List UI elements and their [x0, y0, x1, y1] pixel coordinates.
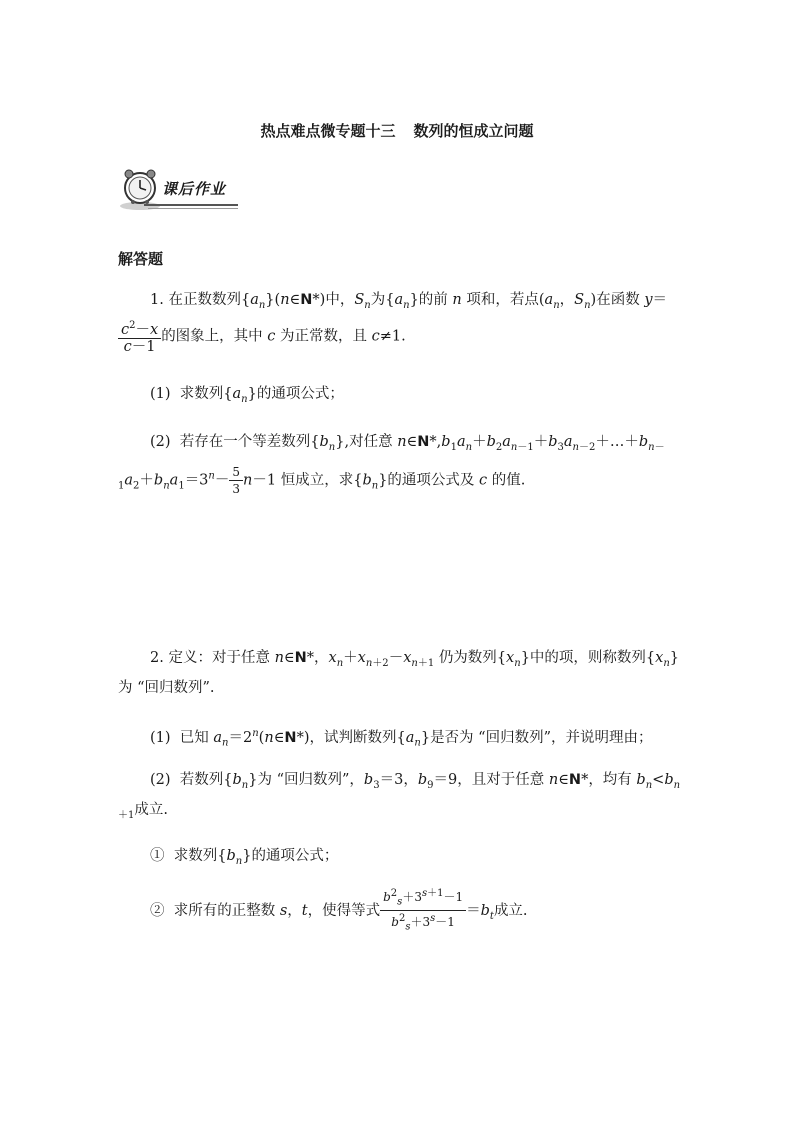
problem-1-part-2-line1: (2) 若存在一个等差数列$\{b_n\}$,对任意 $n\in N*,b_1a_n+b_2a_{n-1}+b_3a_{n-2}+\dots+b_{n-}$	[150, 434, 665, 453]
page-title	[0, 120, 794, 141]
equation-fraction: $\frac{b^2_s+3^{s+1}-1}{b^2_s+3^s-1}$	[380, 886, 466, 936]
homework-badge	[118, 168, 238, 212]
section-label: 解答题	[118, 250, 164, 268]
problem-2-part-2-line1: (2) 若数列$\{b_n\}$为 “回归数列”，$b_3=3$，$b_9=9$，且对于任意 n∈N*，均有 $b_n<b_n$	[150, 772, 681, 791]
problem-1-intro-line1: 1. 在正数数列$\{a_n\}(n\in N*)$中，$S_n$为$\{a_n\}$的前 n 项和，若点($a_n$，$S_n$)在函数 y＝	[150, 292, 668, 311]
five-thirds-fraction: $\frac{5}{3}$	[229, 464, 243, 497]
badge-underline-thin	[148, 208, 238, 209]
title-main: 热点难点微专题十三	[260, 122, 396, 140]
badge-underline	[144, 204, 238, 206]
problem-2-part-1: (1) 已知 $a_n=2^n(n\in N*)$，试判断数列$\{a_n\}$是否为 “回归数列”，并说明理由；	[150, 728, 653, 749]
problem-2-def-line2: 为 “回归数列”.	[118, 680, 215, 696]
problem-2-number: 2.	[150, 650, 164, 666]
problem-1-number: 1.	[150, 292, 164, 308]
title-sub: 数列的恒成立问题	[413, 122, 534, 140]
problem-2-part-2-line2: $_{+1}$成立.	[118, 802, 168, 821]
problem-2-sub-2: ② 求所有的正整数 s，t，使得等式 $\frac{b^2_s+3^{s+1}-1}{b^2_s+3^s-1}$ $=b_t$成立.	[150, 886, 528, 936]
problem-2-sub-1: ① 求数列$\{b_n\}$的通项公式；	[150, 848, 339, 867]
problem-1-part-2-line2: $_1a_2+b_na_1=3^n-$ $\frac{5}{3}$ n－1 恒成立，求$\{b_n\}$的通项公式及 c 的值.	[118, 465, 526, 496]
function-fraction: $\frac{c^2-x}{c-1}$	[118, 318, 161, 355]
problem-1-intro-line2: $\frac{c^2-x}{c-1}$ 的图象上，其中 c 为正常数，且 c≠1.	[118, 318, 406, 355]
problem-1-part-1: (1) 求数列$\{a_n\}$的通项公式；	[150, 386, 344, 405]
badge-label: 课后作业	[162, 180, 227, 198]
problem-2-def-line1: 2. 定义：对于任意 n∈N*，$x_n+x_{n+2}-x_{n+1}$ 仍为数列$\{x_n\}$中的项，则称数列$\{x_n\}$	[150, 650, 680, 669]
